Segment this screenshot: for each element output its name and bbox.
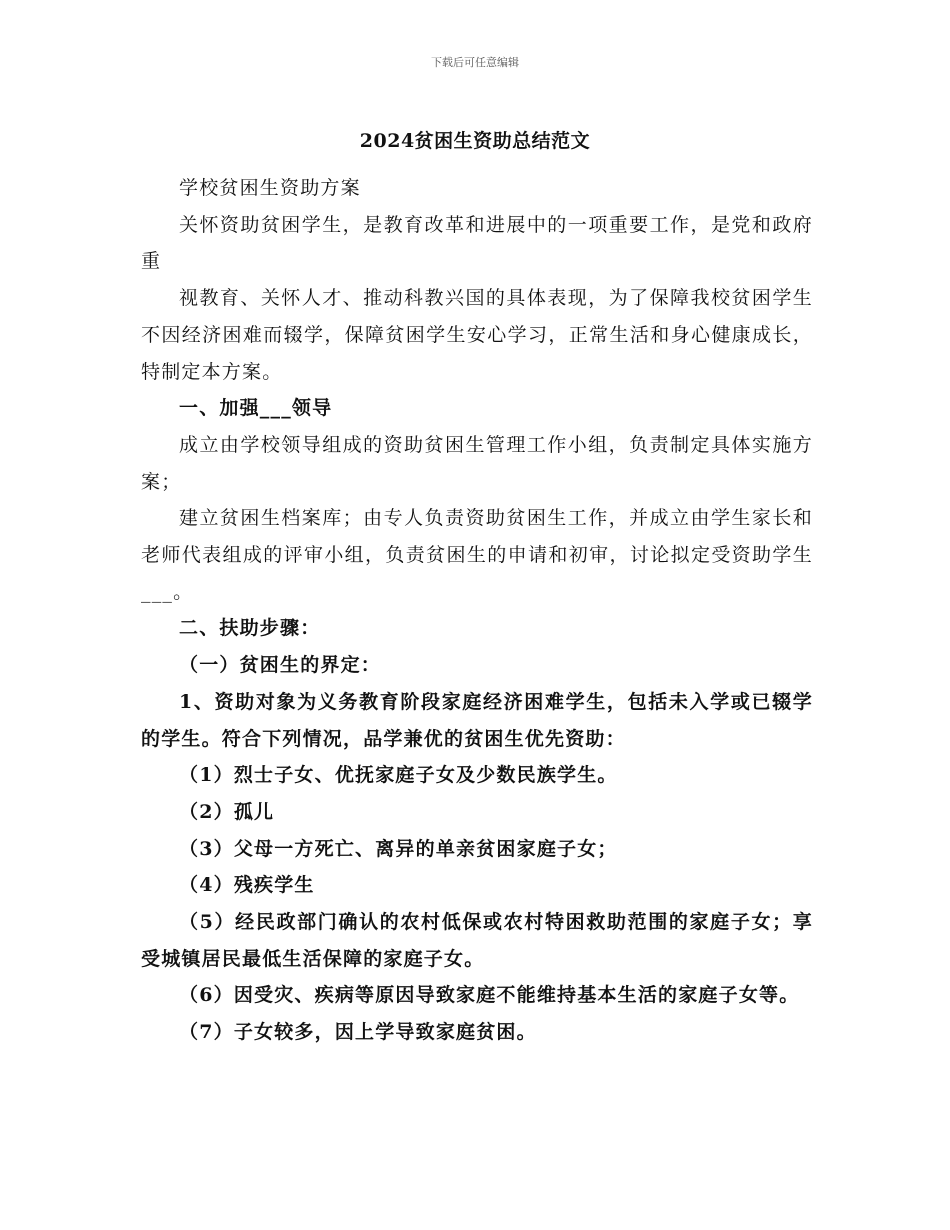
header-note: 下载后可任意编辑 [431,56,519,69]
list-item: （5）经民政部门确认的农村低保或农村特困救助范围的家庭子女；享受城镇居民最低生活保障的家庭子女。 [141,911,813,970]
document-body [141,170,813,1051]
section-heading: 一、加强___领导 [179,397,333,420]
paragraph: 成立由学校领导组成的资助贫困生管理工作小组，负责制定具体实施方案； [141,433,813,493]
list-item: （6）因受灾、疾病等原因导致家庭不能维持基本生活的家庭子女等。 [179,984,800,1007]
paragraph: 建立贫困生档案库；由专人负责资助贫困生工作，并成立由学生家长和老师代表组成的评审小组，负责贫困生的申请和初审，讨论拟定受资助学生___。 [141,507,813,603]
paragraph: 关怀资助贫困学生，是教育改革和进展中的一项重要工作，是党和政府重 [141,213,813,273]
list-item: （2）孤儿 [179,800,275,823]
list-item: （4）残疾学生 [179,874,315,897]
list-item: （7）子女较多，因上学导致家庭贫困。 [179,1021,537,1044]
paragraph: 视教育、关怀人才、推动科教兴国的具体表现，为了保障我校贫困学生不因经济困难而辍学，保障贫困学生安心学习，正常生活和身心健康成长，特制定本方案。 [141,287,813,383]
paragraph: 学校贫困生资助方案 [179,177,361,199]
paragraph: 1、资助对象为义务教育阶段家庭经济困难学生，包括未入学或已辍学的学生。符合下列情况，品学兼优的贫困生优先资助： [141,690,813,750]
list-item: （1）烈士子女、优抚家庭子女及少数民族学生。 [179,764,618,787]
subsection-heading: （一）贫困生的界定： [179,654,382,677]
section-heading: 二、扶助步骤： [179,617,321,640]
list-item: （3）父母一方死亡、离异的单亲贫困家庭子女； [179,837,618,860]
document-title: 2024贫困生资助总结范文 [359,130,591,152]
